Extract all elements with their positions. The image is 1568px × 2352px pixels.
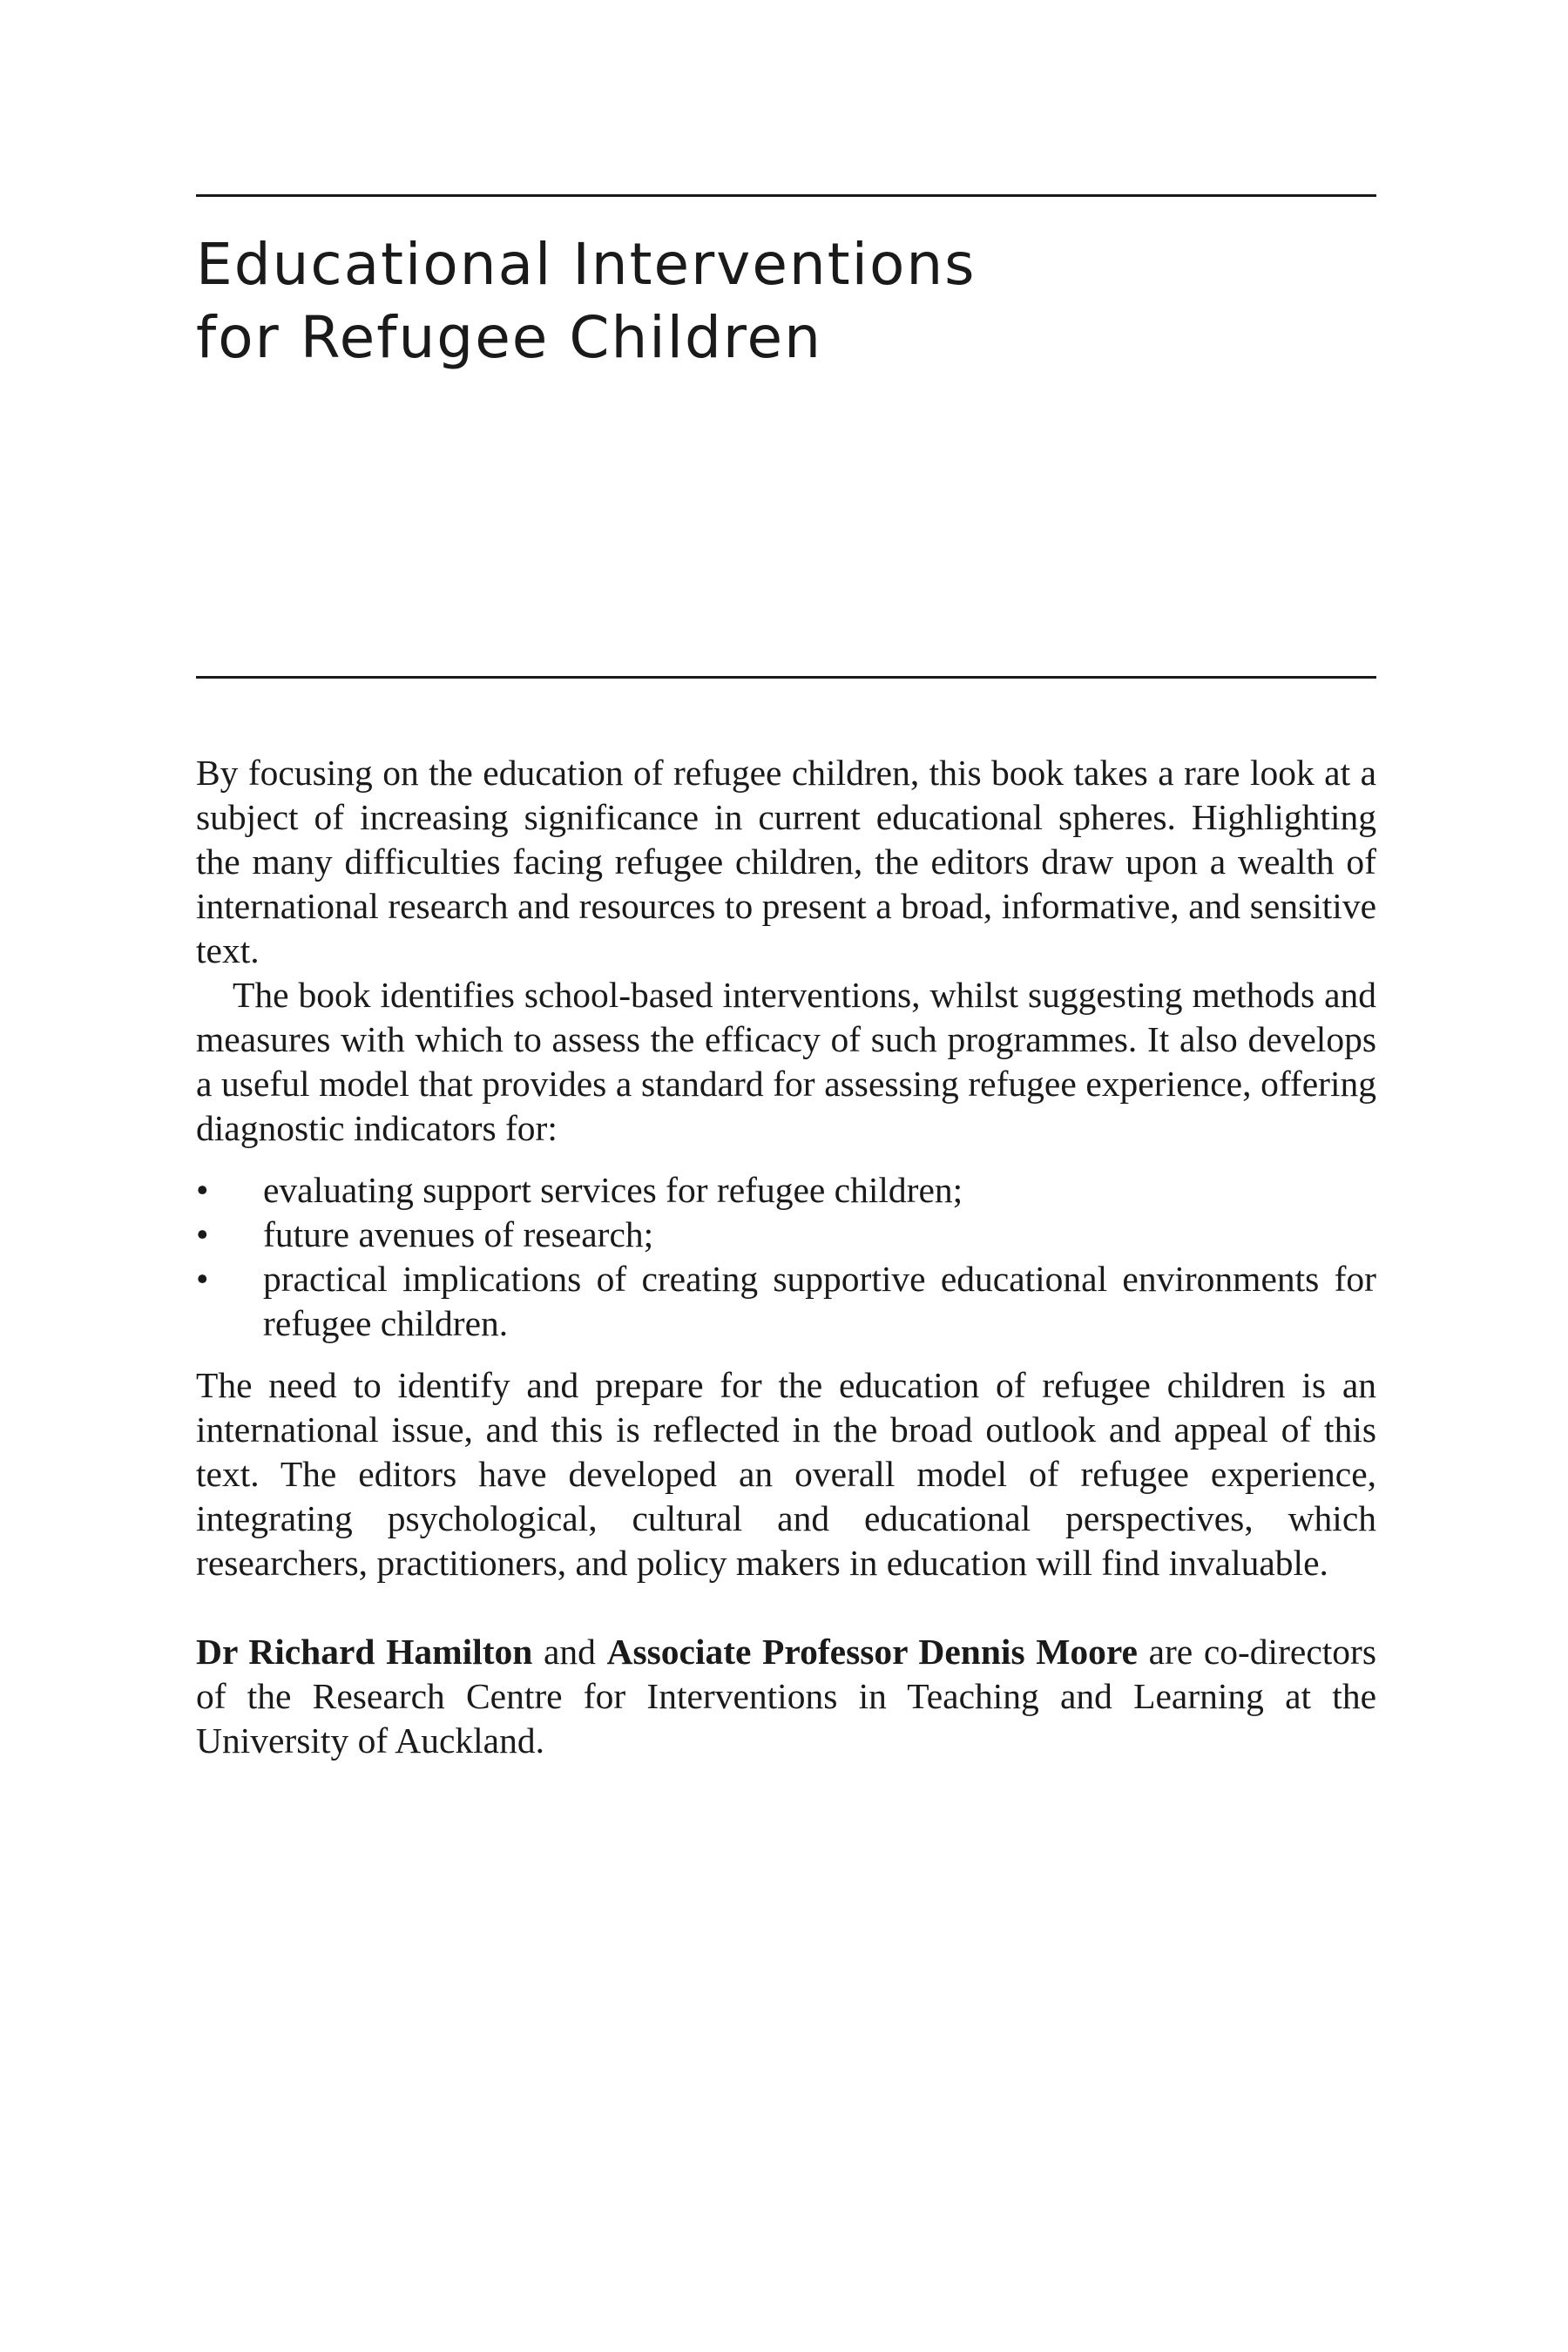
bullet-icon: • (196, 1214, 209, 1254)
bullet-icon: • (196, 1170, 209, 1210)
paragraph-intro: By focusing on the education of refugee children, this book takes a rare look at a subject of increasing significance in current educational spheres. Highlighting the many difficulties facing refugee children, the editors draw upon a wealth of international research and resources to present a broad, informative, and sensitive text. (196, 753, 1376, 970)
paragraph-closing: The need to identify and prepare for the education of refugee children is an international issue, and this is reflected in the broad outlook and appeal of this text. The editors have developed an overall model of refugee experience, integrating psychological, cultural and educational perspectives, which researchers, practitioners, and policy makers in education will find invaluable. (196, 1365, 1376, 1583)
list-item-text: evaluating support services for refugee children; (263, 1170, 963, 1210)
top-rule (196, 194, 1376, 197)
editors-bio (196, 1630, 1376, 1763)
bio-connector: and (532, 1632, 607, 1672)
paragraph-interventions: The book identifies school-based interventions, whilst suggesting methods and measures with which to assess the efficacy of such programmes. It also develops a useful model that provides a standard for assessing refugee experience, offering diagnostic indicators for: (196, 975, 1376, 1148)
indicator-list (196, 1168, 1376, 1346)
bio-text: are co-directors of the Research Centre for Interventions in Teaching and Learning at the University of Auckland. (196, 1632, 1376, 1761)
list-item (196, 1213, 1376, 1257)
blurb (196, 751, 1376, 1763)
book-title-line-1: Educational Interventions (196, 231, 977, 298)
list-item-text: practical implications of creating supportive educational environments for refugee children. (263, 1259, 1376, 1343)
book-title-line-2: for Refugee Children (196, 304, 822, 371)
list-item (196, 1257, 1376, 1346)
list-item (196, 1168, 1376, 1213)
editor-name-2: Associate Professor Dennis Moore (606, 1632, 1138, 1672)
bullet-icon: • (196, 1259, 209, 1299)
editor-name-1: Dr Richard Hamilton (196, 1632, 533, 1672)
book-title (196, 228, 1376, 375)
list-item-text: future avenues of research; (263, 1214, 654, 1254)
middle-rule (196, 676, 1376, 679)
